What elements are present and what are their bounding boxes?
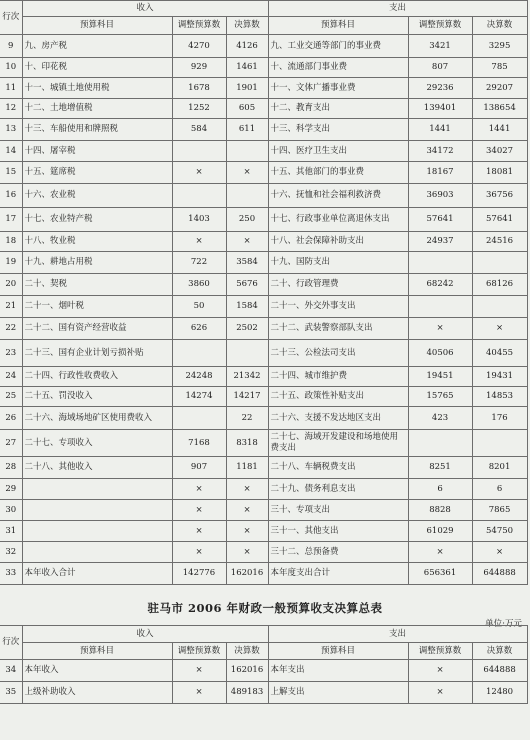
expenditure-adjusted-value: 8828	[408, 500, 472, 521]
expenditure-adjusted-value: ×	[408, 542, 472, 563]
income-adjusted-value: 929	[172, 58, 226, 78]
table-row	[0, 232, 527, 252]
income-final-value: 21342	[226, 367, 268, 387]
income-final-value: 1181	[226, 457, 268, 479]
expenditure-item: 十七、行政事业单位离退休支出	[268, 208, 408, 232]
expenditure-adjusted-value: ×	[408, 682, 472, 704]
income-item: 本年收入合计	[22, 563, 172, 585]
expenditure-item: 三十一、其他支出	[268, 521, 408, 542]
row-number: 28	[0, 457, 22, 479]
expenditure-item: 九、工业交通等部门的事业费	[268, 35, 408, 58]
income-adjusted-value: 722	[172, 252, 226, 274]
expenditure-final-value: 24516	[472, 232, 527, 252]
expenditure-adjusted-value: 24937	[408, 232, 472, 252]
expenditure-item: 二十八、车辆税费支出	[268, 457, 408, 479]
expenditure-item: 上解支出	[268, 682, 408, 704]
income-adjusted-header: 调整预算数	[172, 17, 226, 35]
expenditure-adjusted-value: 139401	[408, 99, 472, 119]
income-item-header: 预算科目	[22, 17, 172, 35]
income-final-value: 2502	[226, 318, 268, 340]
expenditure-final-value: ×	[472, 542, 527, 563]
income-adjusted-value: 24248	[172, 367, 226, 387]
income-final-value: 14217	[226, 387, 268, 407]
income-item: 十三、车船使用和牌照税	[22, 119, 172, 141]
expenditure-final-value: 68126	[472, 274, 527, 296]
income-item	[22, 500, 172, 521]
expenditure-adjusted-value: 36903	[408, 184, 472, 208]
row-number: 9	[0, 35, 22, 58]
expenditure-final-value: 19431	[472, 367, 527, 387]
expenditure-adjusted-value: 57641	[408, 208, 472, 232]
expenditure-adjusted-value: 40506	[408, 340, 472, 367]
income-item: 二十三、国有企业计划亏损补贴	[22, 340, 172, 367]
expenditure-adjusted-value: 19451	[408, 367, 472, 387]
expenditure-item: 二十九、债务利息支出	[268, 479, 408, 500]
income-final-value	[226, 340, 268, 367]
expenditure-final-value: 12480	[472, 682, 527, 704]
expenditure-final-value: 644888	[472, 660, 527, 682]
income-final-value: 3584	[226, 252, 268, 274]
expenditure-adjusted-value: 807	[408, 58, 472, 78]
table-row	[0, 457, 527, 479]
income-final-value: ×	[226, 162, 268, 184]
income-adjusted-value: 4270	[172, 35, 226, 58]
expenditure-final-value: 14853	[472, 387, 527, 407]
income-adjusted-value	[172, 407, 226, 430]
expenditure-header: 支出	[268, 1, 527, 17]
summary-income-final-header: 决算数	[226, 643, 268, 660]
expenditure-item: 十一、文体广播事业费	[268, 78, 408, 99]
row-number: 32	[0, 542, 22, 563]
row-number: 12	[0, 99, 22, 119]
income-item: 本年收入	[22, 660, 172, 682]
expenditure-adjusted-value: 15765	[408, 387, 472, 407]
row-number: 34	[0, 660, 22, 682]
expenditure-final-value: 1441	[472, 119, 527, 141]
income-item: 十六、农业税	[22, 184, 172, 208]
expenditure-adjusted-value: 1441	[408, 119, 472, 141]
income-adjusted-value: ×	[172, 521, 226, 542]
row-number: 25	[0, 387, 22, 407]
expenditure-item: 十六、抚恤和社会福利救济费	[268, 184, 408, 208]
income-final-value	[226, 184, 268, 208]
income-adjusted-value: ×	[172, 500, 226, 521]
table-row	[0, 78, 527, 99]
income-item: 十、印花税	[22, 58, 172, 78]
income-item: 二十六、海域场地矿区使用费收入	[22, 407, 172, 430]
table-row	[0, 296, 527, 318]
income-adjusted-value: 907	[172, 457, 226, 479]
expenditure-item: 二十三、公检法司支出	[268, 340, 408, 367]
row-number: 27	[0, 430, 22, 457]
income-final-value	[226, 141, 268, 162]
income-item: 二十五、罚没收入	[22, 387, 172, 407]
income-final-value: ×	[226, 542, 268, 563]
table-row	[0, 274, 527, 296]
expenditure-adjusted-value: 34172	[408, 141, 472, 162]
budget-summary-table	[0, 625, 528, 704]
income-item: 二十八、其他收入	[22, 457, 172, 479]
income-item	[22, 479, 172, 500]
income-adjusted-value: 142776	[172, 563, 226, 585]
income-adjusted-value: ×	[172, 682, 226, 704]
summary-expenditure-adjusted-header: 调整预算数	[408, 643, 472, 660]
income-adjusted-value: 14274	[172, 387, 226, 407]
expenditure-item: 二十六、支援不发达地区支出	[268, 407, 408, 430]
expenditure-final-header: 决算数	[472, 17, 527, 35]
row-number: 35	[0, 682, 22, 704]
table-row	[0, 119, 527, 141]
summary-income-item-header: 预算科目	[22, 643, 172, 660]
income-adjusted-value: 50	[172, 296, 226, 318]
table-row	[0, 184, 527, 208]
expenditure-item: 二十七、海域开发建设和场地使用费支出	[268, 430, 408, 457]
table-row	[0, 141, 527, 162]
income-final-value: 4126	[226, 35, 268, 58]
summary-row-number-header: 行次	[0, 626, 22, 660]
row-number: 26	[0, 407, 22, 430]
income-adjusted-value	[172, 141, 226, 162]
table-row	[0, 500, 527, 521]
row-number: 24	[0, 367, 22, 387]
summary-income-adjusted-header: 调整预算数	[172, 643, 226, 660]
table-row	[0, 430, 527, 457]
table-row	[0, 367, 527, 387]
expenditure-adjusted-value	[408, 430, 472, 457]
income-item: 十五、筵席税	[22, 162, 172, 184]
income-item: 十四、屠宰税	[22, 141, 172, 162]
income-adjusted-value: 1403	[172, 208, 226, 232]
expenditure-adjusted-value	[408, 296, 472, 318]
expenditure-final-value: 29207	[472, 78, 527, 99]
income-adjusted-value: ×	[172, 542, 226, 563]
expenditure-final-value: 54750	[472, 521, 527, 542]
expenditure-adjusted-value: 61029	[408, 521, 472, 542]
expenditure-item: 十八、社会保障补助支出	[268, 232, 408, 252]
income-final-value: 8318	[226, 430, 268, 457]
income-adjusted-value: 1252	[172, 99, 226, 119]
income-adjusted-value: 3860	[172, 274, 226, 296]
expenditure-final-value: 40455	[472, 340, 527, 367]
expenditure-final-value: 34027	[472, 141, 527, 162]
income-item: 十七、农业特产税	[22, 208, 172, 232]
row-number-header: 行次	[0, 1, 22, 35]
table-subheader-row	[0, 17, 527, 35]
expenditure-final-value: 7865	[472, 500, 527, 521]
expenditure-final-value: 57641	[472, 208, 527, 232]
income-final-value: ×	[226, 479, 268, 500]
income-final-value: 250	[226, 208, 268, 232]
table-row	[0, 318, 527, 340]
row-number: 31	[0, 521, 22, 542]
row-number: 29	[0, 479, 22, 500]
row-number: 33	[0, 563, 22, 585]
income-item: 二十四、行政性收费收入	[22, 367, 172, 387]
table-row	[0, 162, 527, 184]
row-number: 14	[0, 141, 22, 162]
summary-subheader-row	[0, 643, 527, 660]
table-row	[0, 563, 527, 585]
income-item	[22, 542, 172, 563]
income-final-value: 162016	[226, 563, 268, 585]
income-adjusted-value: ×	[172, 162, 226, 184]
income-final-value: ×	[226, 232, 268, 252]
expenditure-adjusted-value: 423	[408, 407, 472, 430]
income-adjusted-value: 1678	[172, 78, 226, 99]
income-final-value: 162016	[226, 660, 268, 682]
income-final-value: 5676	[226, 274, 268, 296]
row-number: 30	[0, 500, 22, 521]
row-number: 20	[0, 274, 22, 296]
expenditure-item: 三十二、总预备费	[268, 542, 408, 563]
table-row	[0, 35, 527, 58]
expenditure-adjusted-value: 18167	[408, 162, 472, 184]
row-number: 22	[0, 318, 22, 340]
income-final-value: 489183	[226, 682, 268, 704]
table-row	[0, 58, 527, 78]
expenditure-item: 二十四、城市维护费	[268, 367, 408, 387]
row-number: 11	[0, 78, 22, 99]
expenditure-item: 三十、专项支出	[268, 500, 408, 521]
expenditure-final-value: 785	[472, 58, 527, 78]
row-number: 21	[0, 296, 22, 318]
expenditure-item: 二十二、武装警察部队支出	[268, 318, 408, 340]
table-row	[0, 479, 527, 500]
income-item: 十九、耕地占用税	[22, 252, 172, 274]
row-number: 16	[0, 184, 22, 208]
income-item: 九、房产税	[22, 35, 172, 58]
summary-title: 驻马市 2006 年财政一般预算收支决算总表	[147, 601, 383, 615]
expenditure-final-value: 3295	[472, 35, 527, 58]
row-number: 19	[0, 252, 22, 274]
expenditure-adjusted-value: 29236	[408, 78, 472, 99]
income-final-value: 1584	[226, 296, 268, 318]
expenditure-adjusted-value: 68242	[408, 274, 472, 296]
expenditure-adjusted-value: 8251	[408, 457, 472, 479]
income-final-header: 决算数	[226, 17, 268, 35]
expenditure-final-value	[472, 430, 527, 457]
income-item: 十八、牧业税	[22, 232, 172, 252]
income-adjusted-value	[172, 340, 226, 367]
income-adjusted-value: ×	[172, 660, 226, 682]
expenditure-item: 二十五、政策性补贴支出	[268, 387, 408, 407]
row-number: 23	[0, 340, 22, 367]
expenditure-final-value	[472, 296, 527, 318]
expenditure-final-value: 644888	[472, 563, 527, 585]
summary-expenditure-final-header: 决算数	[472, 643, 527, 660]
row-number: 10	[0, 58, 22, 78]
income-final-value: 605	[226, 99, 268, 119]
income-final-value: 22	[226, 407, 268, 430]
expenditure-item-header: 预算科目	[268, 17, 408, 35]
expenditure-adjusted-value: ×	[408, 318, 472, 340]
table-row	[0, 407, 527, 430]
table-row	[0, 682, 527, 704]
table-row	[0, 252, 527, 274]
income-adjusted-value: 584	[172, 119, 226, 141]
table-row	[0, 542, 527, 563]
expenditure-item: 二十一、外交外事支出	[268, 296, 408, 318]
income-item: 二十、契税	[22, 274, 172, 296]
expenditure-item: 十二、教育支出	[268, 99, 408, 119]
income-adjusted-value: ×	[172, 479, 226, 500]
income-item: 二十一、烟叶税	[22, 296, 172, 318]
table-row	[0, 99, 527, 119]
expenditure-item: 十、流通部门事业费	[268, 58, 408, 78]
expenditure-final-value: 36756	[472, 184, 527, 208]
income-item: 上级补助收入	[22, 682, 172, 704]
row-number: 13	[0, 119, 22, 141]
summary-header-row	[0, 626, 527, 643]
row-number: 15	[0, 162, 22, 184]
table-row	[0, 387, 527, 407]
table-row	[0, 660, 527, 682]
expenditure-item: 十四、医疗卫生支出	[268, 141, 408, 162]
row-number: 18	[0, 232, 22, 252]
expenditure-item: 本年支出	[268, 660, 408, 682]
table-row	[0, 340, 527, 367]
income-item: 二十二、国有资产经营收益	[22, 318, 172, 340]
expenditure-final-value: 176	[472, 407, 527, 430]
income-adjusted-value: 626	[172, 318, 226, 340]
expenditure-item: 二十、行政管理费	[268, 274, 408, 296]
expenditure-final-value: 8201	[472, 457, 527, 479]
income-item	[22, 521, 172, 542]
table-header-row	[0, 1, 527, 17]
expenditure-adjusted-header: 调整预算数	[408, 17, 472, 35]
summary-expenditure-header: 支出	[268, 626, 527, 643]
expenditure-final-value: 6	[472, 479, 527, 500]
income-final-value: ×	[226, 500, 268, 521]
income-final-value: ×	[226, 521, 268, 542]
income-adjusted-value	[172, 184, 226, 208]
summary-expenditure-item-header: 预算科目	[268, 643, 408, 660]
table-row	[0, 208, 527, 232]
income-final-value: 1901	[226, 78, 268, 99]
unit-label: 单位:万元	[485, 619, 522, 629]
income-final-value: 1461	[226, 58, 268, 78]
expenditure-final-value: 18081	[472, 162, 527, 184]
expenditure-adjusted-value: ×	[408, 660, 472, 682]
expenditure-item: 十三、科学支出	[268, 119, 408, 141]
income-item: 二十七、专项收入	[22, 430, 172, 457]
expenditure-adjusted-value: 6	[408, 479, 472, 500]
expenditure-final-value: ×	[472, 318, 527, 340]
expenditure-item: 十九、国防支出	[268, 252, 408, 274]
income-header: 收入	[22, 1, 268, 17]
row-number: 17	[0, 208, 22, 232]
expenditure-final-value: 138654	[472, 99, 527, 119]
income-adjusted-value: ×	[172, 232, 226, 252]
summary-income-header: 收入	[22, 626, 268, 643]
expenditure-item: 十五、其他部门的事业费	[268, 162, 408, 184]
table-row	[0, 521, 527, 542]
expenditure-final-value	[472, 252, 527, 274]
income-item: 十二、土地增值税	[22, 99, 172, 119]
income-final-value: 611	[226, 119, 268, 141]
expenditure-item: 本年度支出合计	[268, 563, 408, 585]
expenditure-adjusted-value	[408, 252, 472, 274]
income-item: 十一、城镇土地使用税	[22, 78, 172, 99]
income-adjusted-value: 7168	[172, 430, 226, 457]
expenditure-adjusted-value: 3421	[408, 35, 472, 58]
expenditure-adjusted-value: 656361	[408, 563, 472, 585]
